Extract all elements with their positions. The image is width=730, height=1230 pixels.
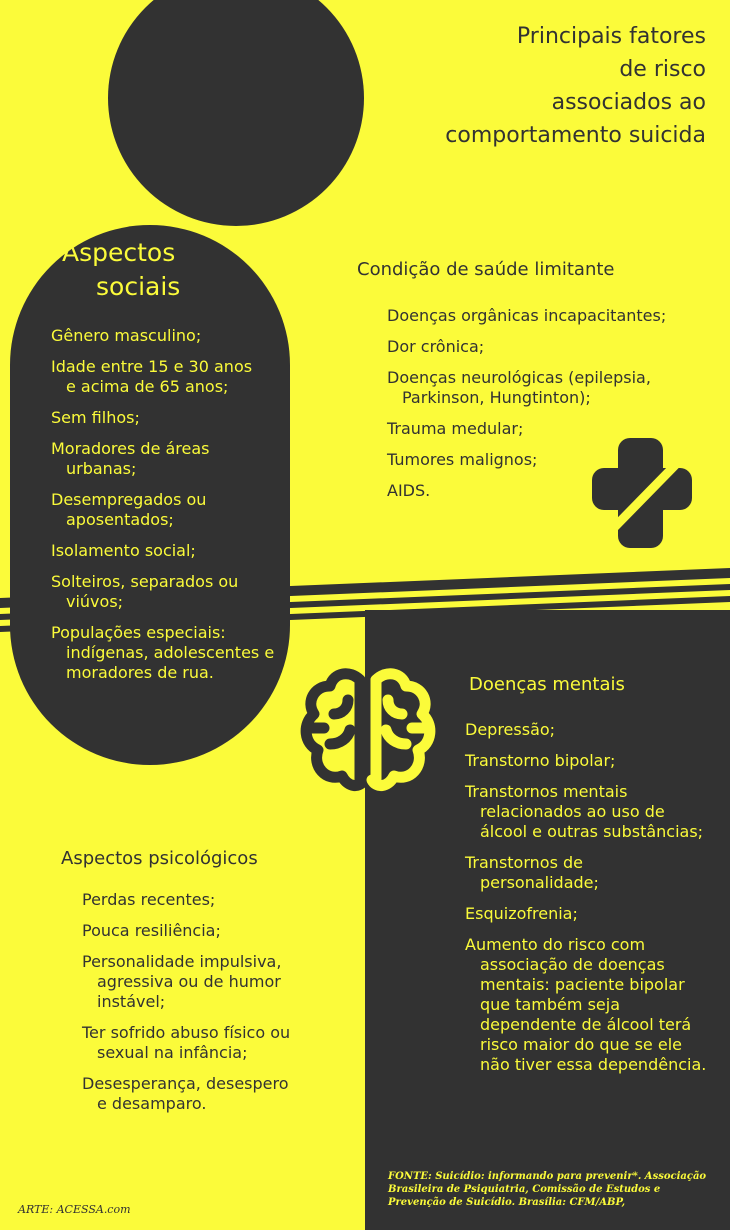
health-title: Condição de saúde limitante: [357, 259, 615, 280]
list-item: Sem filhos;: [51, 408, 140, 427]
list-item: Esquizofrenia;: [465, 904, 578, 923]
list-item: Desesperança, desespero e desamparo.: [82, 1074, 289, 1113]
title-line: Principais fatores: [516, 24, 706, 49]
mental-title: Doenças mentais: [469, 674, 625, 695]
title-line: associados ao: [551, 90, 706, 115]
list-item: Dor crônica;: [387, 337, 485, 356]
list-item: Perdas recentes;: [82, 890, 216, 909]
list-item: Moradores de áreas urbanas;: [51, 439, 210, 478]
brain-icon: [298, 664, 438, 794]
list-item: Transtornos de personalidade;: [465, 853, 599, 892]
social-list: [51, 326, 286, 694]
list-item: Aumento do risco com associação de doenças mentais: paciente bipolar que também seja dependente de álcool terá risco maior do que se ele não tiver essa dependência.: [465, 935, 707, 1074]
list-item: Doenças neurológicas (epilepsia, Parkinson, Hungtinton);: [387, 368, 651, 407]
list-item: Pouca resiliência;: [82, 921, 221, 940]
page-title: [326, 20, 706, 152]
list-item: Doenças orgânicas incapacitantes;: [387, 306, 667, 325]
psychological-list: [82, 890, 322, 1125]
list-item: Ter sofrido abuso físico ou sexual na infância;: [82, 1023, 291, 1062]
list-item: Solteiros, separados ou viúvos;: [51, 572, 239, 611]
list-item: Transtorno bipolar;: [465, 751, 616, 770]
title-line: de risco: [619, 57, 706, 82]
list-item: Transtornos mentais relacionados ao uso de álcool e outras substâncias;: [465, 782, 704, 841]
social-title: [62, 236, 222, 304]
list-item: Idade entre 15 e 30 anos e acima de 65 anos;: [51, 357, 253, 396]
title-line: comportamento suicida: [445, 123, 706, 148]
list-item: Gênero masculino;: [51, 326, 202, 345]
mental-list: [465, 720, 715, 1086]
source-citation: FONTE: Suicídio: informando para prevenir*. Associação Brasileira de Psiquiatria, Comissão de Estudos e Prevenção de Suicídio. Brasília: CFM/ABP,: [388, 1171, 707, 1208]
social-title-line: sociais: [96, 272, 181, 301]
psychological-title: Aspectos psicológicos: [61, 848, 258, 869]
social-title-line: Aspectos: [62, 238, 176, 267]
plus-icon: [590, 438, 700, 553]
list-item: Personalidade impulsiva, agressiva ou de humor instável;: [82, 952, 282, 1011]
list-item: Desempregados ou aposentados;: [51, 490, 207, 529]
list-item: Populações especiais: indígenas, adolescentes e moradores de rua.: [51, 623, 275, 682]
list-item: AIDS.: [387, 481, 431, 500]
art-credit: ARTE: ACESSA.com: [18, 1203, 131, 1216]
list-item: Trauma medular;: [387, 419, 524, 438]
list-item: Isolamento social;: [51, 541, 196, 560]
list-item: Tumores malignos;: [387, 450, 538, 469]
list-item: Depressão;: [465, 720, 556, 739]
